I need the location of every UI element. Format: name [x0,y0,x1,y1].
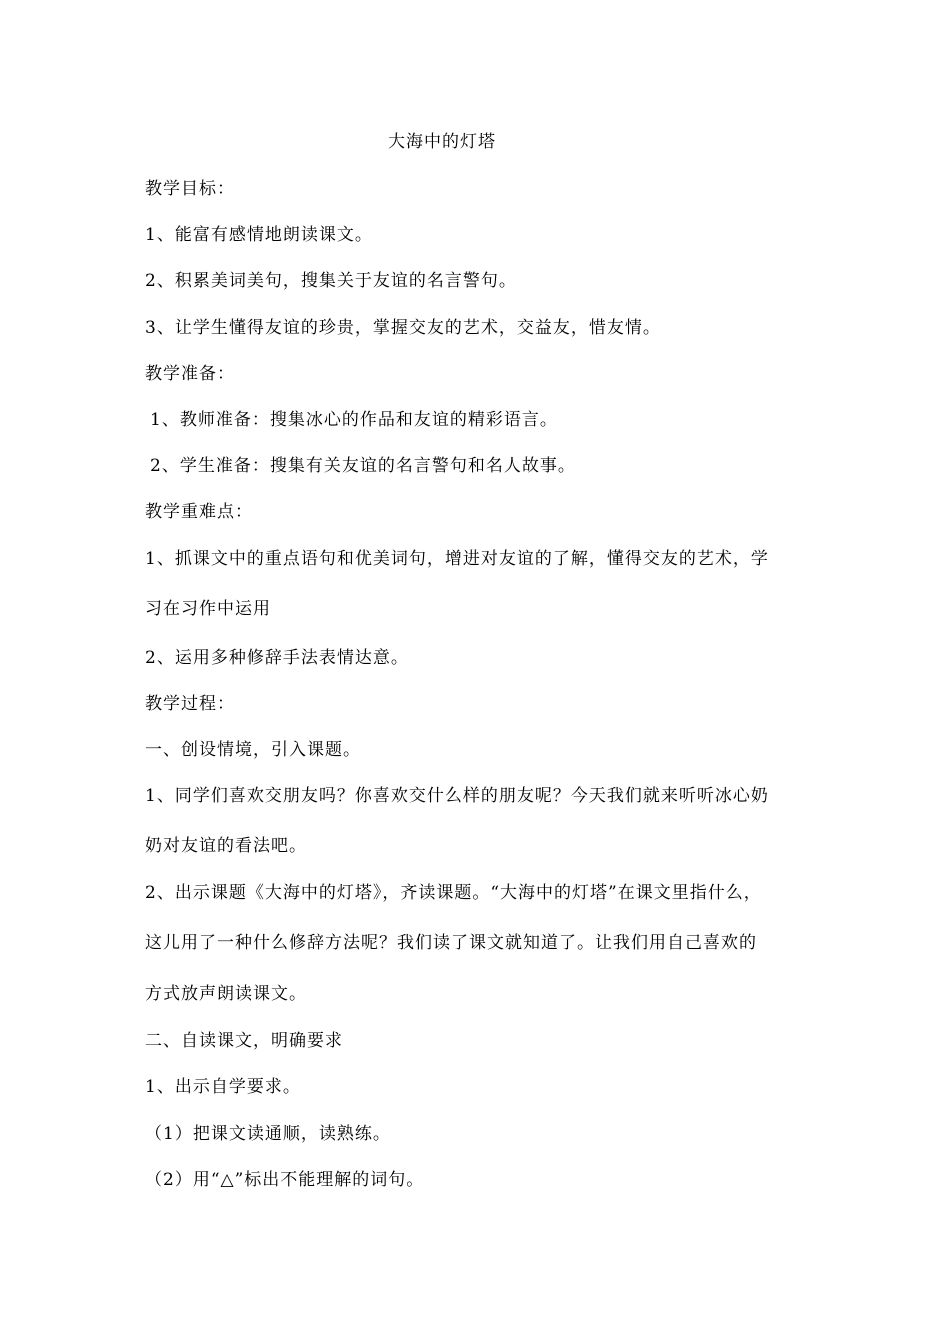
section-2-subitem-1: （1）把课文读通顺，读熟练。 [145,1124,391,1144]
key-point-2: 2、运用多种修辞手法表情达意。 [145,648,409,668]
document-title: 大海中的灯塔 [388,132,496,152]
section-2-item-1: 1、出示自学要求。 [145,1077,301,1097]
goal-item-2: 2、积累美词美句，搜集关于友谊的名言警句。 [145,271,517,291]
key-point-1-line-2: 习在习作中运用 [145,599,271,619]
heading-teaching-process: 教学过程： [145,694,235,714]
heading-teaching-preparation: 教学准备： [145,364,235,384]
preparation-item-2: 2、学生准备：搜集有关友谊的名言警句和名人故事。 [150,456,576,476]
section-2-subitem-2: （2）用“△”标出不能理解的词句。 [145,1170,425,1190]
goal-item-1: 1、能富有感情地朗读课文。 [145,225,373,245]
heading-key-points: 教学重难点： [145,502,253,522]
section-1-item-2-line-1: 2、出示课题《大海中的灯塔》，齐读课题。“大海中的灯塔”在课文里指什么， [145,883,762,903]
section-1-heading: 一、创设情境，引入课题。 [145,740,361,760]
preparation-item-1: 1、教师准备：搜集冰心的作品和友谊的精彩语言。 [150,410,558,430]
heading-teaching-goals: 教学目标： [145,179,235,199]
section-1-item-2-line-3: 方式放声朗读课文。 [145,984,307,1004]
section-1-item-1-line-2: 奶对友谊的看法吧。 [145,836,307,856]
key-point-1-line-1: 1、抓课文中的重点语句和优美词句，增进对友谊的了解，懂得交友的艺术，学 [145,549,769,569]
goal-item-3: 3、让学生懂得友谊的珍贵，掌握交友的艺术，交益友，惜友情。 [145,318,661,338]
section-1-item-1-line-1: 1、同学们喜欢交朋友吗？你喜欢交什么样的朋友呢？今天我们就来听听冰心奶 [145,786,769,806]
section-2-heading: 二、自读课文，明确要求 [145,1031,343,1051]
section-1-item-2-line-2: 这儿用了一种什么修辞方法呢？我们读了课文就知道了。让我们用自己喜欢的 [145,933,757,953]
